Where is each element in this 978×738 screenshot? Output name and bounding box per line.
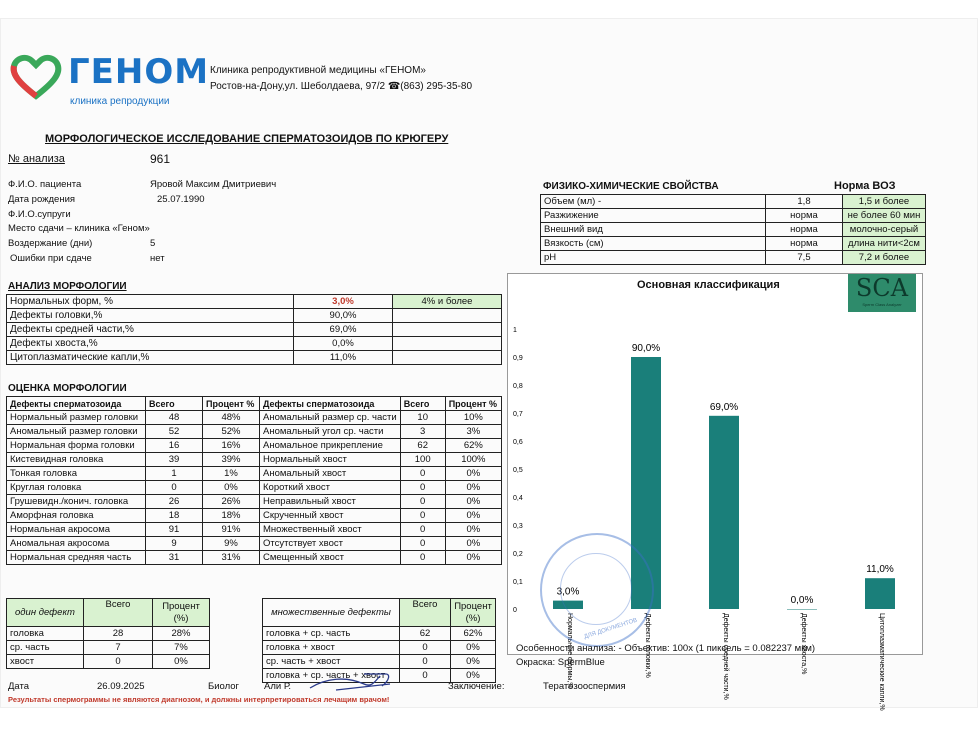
table-row <box>7 551 502 565</box>
cell: 39% <box>203 453 260 467</box>
table-row <box>7 495 502 509</box>
patient-label: Воздержание (дни) <box>8 238 93 249</box>
sca-logo-text: SCA <box>855 274 909 302</box>
patient-label: Ф.И.О.супруги <box>8 209 71 220</box>
cell: 9 <box>146 537 203 551</box>
table-row <box>7 309 502 323</box>
cell: Грушевидн./конич. головка <box>7 495 146 509</box>
cell: 0% <box>445 509 501 523</box>
cell: 69,0% <box>294 323 393 337</box>
chart-title: Основная классификация <box>637 279 780 291</box>
cell: 62 <box>400 627 451 641</box>
logo-text: ГЕНОМ <box>68 52 210 92</box>
date-value: 26.09.2025 <box>97 681 145 692</box>
cell: 1,5 и более <box>843 195 926 209</box>
cell: 90,0% <box>294 309 393 323</box>
column-header: Дефекты сперматозоида <box>260 397 401 411</box>
cell: Дефекты средней части,% <box>7 323 294 337</box>
cell <box>393 351 502 365</box>
table-row <box>541 223 926 237</box>
cell: Скрученный хвост <box>260 509 401 523</box>
data-label: 90,0% <box>631 343 661 354</box>
cell: головка + хвост <box>263 641 400 655</box>
cell: Внешний вид <box>541 223 766 237</box>
cell: не более 60 мин <box>843 209 926 223</box>
cell: 0 <box>146 481 203 495</box>
table-row <box>541 209 926 223</box>
column-header: Дефекты сперматозоида <box>7 397 146 411</box>
cell: 18 <box>146 509 203 523</box>
patient-label: Место сдачи – клиника «Геном» <box>8 223 150 234</box>
cell: Дефекты хвоста,% <box>7 337 294 351</box>
table-row <box>7 655 210 669</box>
cell: 1 <box>146 467 203 481</box>
cell: Аномальный размер головки <box>7 425 146 439</box>
cell: Вязкость (см) <box>541 237 766 251</box>
conclusion-label: Заключение: <box>448 681 505 692</box>
cell: Отсутствует хвост <box>260 537 401 551</box>
cell: норма <box>766 223 843 237</box>
cell: 0% <box>451 669 496 683</box>
table-row <box>7 337 502 351</box>
y-tick-label: 0,4 <box>513 495 523 502</box>
cell: 62% <box>451 627 496 641</box>
analysis-no-value: 961 <box>150 152 171 166</box>
table-row <box>7 425 502 439</box>
morph-eval-body <box>7 411 502 565</box>
table-row <box>7 537 502 551</box>
cell: 0% <box>203 481 260 495</box>
morph-analysis-table <box>6 294 502 365</box>
category-label: Цитоплазматические капли,% <box>878 613 885 711</box>
cell: 10 <box>400 411 445 425</box>
cell: 26% <box>203 495 260 509</box>
table-row <box>263 655 496 669</box>
cell: 48% <box>203 411 260 425</box>
report-title: МОРФОЛОГИЧЕСКОЕ ИССЛЕДОВАНИЕ СПЕРМАТОЗОИДОВ ПО КРЮГЕРУ <box>45 133 449 145</box>
cell: 7,5 <box>766 251 843 265</box>
stain-note: Окраска: SpermBlue <box>516 657 605 668</box>
cell: 4% и более <box>393 295 502 309</box>
cell: 52% <box>203 425 260 439</box>
single-defect-table <box>6 598 210 669</box>
patient-value: 5 <box>150 238 156 249</box>
cell: 91% <box>203 523 260 537</box>
y-tick-label: 0,5 <box>513 467 523 474</box>
bar <box>787 609 817 610</box>
y-tick-label: 0,8 <box>513 383 523 390</box>
data-label: 3,0% <box>556 586 580 598</box>
table-row <box>263 599 496 627</box>
cell <box>393 337 502 351</box>
cell: Нормальная акросома <box>7 523 146 537</box>
cell <box>393 309 502 323</box>
table-row <box>7 599 210 627</box>
y-tick-label: 0 <box>513 607 517 614</box>
cell: норма <box>766 237 843 251</box>
cell: ср. часть + хвост <box>263 655 400 669</box>
cell: 7,2 и более <box>843 251 926 265</box>
y-tick-label: 0,6 <box>513 439 523 446</box>
cell: 28% <box>153 627 210 641</box>
cell: 52 <box>146 425 203 439</box>
table-row <box>7 453 502 467</box>
table-row <box>7 509 502 523</box>
morph-analysis-title: АНАЛИЗ МОРФОЛОГИИ <box>8 281 127 292</box>
cell: 9% <box>203 537 260 551</box>
clinic-address: Ростов-на-Дону,ул. Шеболдаева, 97/2 ☎(863) 295-35-80 <box>210 81 473 92</box>
cell: 0 <box>400 467 445 481</box>
y-tick-label: 0,2 <box>513 551 523 558</box>
physchem-table <box>540 194 926 265</box>
date-label: Дата <box>8 681 30 692</box>
y-tick-label: 1 <box>513 327 517 334</box>
cell: головка <box>7 627 84 641</box>
bar <box>709 416 739 609</box>
cell: Аномальное прикрепление <box>260 439 401 453</box>
cell: 0 <box>400 641 451 655</box>
table-row <box>7 295 502 309</box>
cell: головка + ср. часть + хвост <box>263 669 400 683</box>
analysis-no-label: № анализа <box>8 153 65 165</box>
analysis-note: Особенности анализа: - Объектив: 100х (1 пиксель = 0.082237 мкм) <box>516 643 816 654</box>
table-row <box>7 641 210 655</box>
cell: 0% <box>451 655 496 669</box>
y-tick-label: 0,1 <box>513 579 523 586</box>
table-row <box>7 351 502 365</box>
cell: 91 <box>146 523 203 537</box>
patient-label: Ошибки при сдаче <box>10 253 92 264</box>
column-header: Процент % <box>445 397 501 411</box>
cell: Аномальный угол ср. части <box>260 425 401 439</box>
cell: 0% <box>153 655 210 669</box>
cell: Аномальный хвост <box>260 467 401 481</box>
biologist-label: Биолог <box>208 681 240 692</box>
cell: 39 <box>146 453 203 467</box>
heart-logo-icon <box>10 52 62 100</box>
cell: 31% <box>203 551 260 565</box>
table-row <box>541 251 926 265</box>
cell: Аномальная акросома <box>7 537 146 551</box>
cell: 0 <box>400 523 445 537</box>
cell: Дефекты головки,% <box>7 309 294 323</box>
cell: 28 <box>84 627 153 641</box>
cell: молочно-серый <box>843 223 926 237</box>
cell: 3,0% <box>294 295 393 309</box>
table-row <box>263 627 496 641</box>
physchem-title: ФИЗИКО-ХИМИЧЕСКИЕ СВОЙСТВА <box>543 181 719 192</box>
data-label: 0,0% <box>790 595 814 606</box>
category-label: Дефекты средней части,% <box>722 613 729 700</box>
table-row <box>541 237 926 251</box>
data-label: 11,0% <box>866 564 894 576</box>
cell: 100 <box>400 453 445 467</box>
cell: 0 <box>400 655 451 669</box>
cell: 0 <box>400 551 445 565</box>
column-header: Всего <box>146 397 203 411</box>
cell: 3 <box>400 425 445 439</box>
cell: Нормальный размер головки <box>7 411 146 425</box>
table-row <box>263 641 496 655</box>
cell: 31 <box>146 551 203 565</box>
cell: длина нити<2см <box>843 237 926 251</box>
cell: Разжижение <box>541 209 766 223</box>
cell: Смещенный хвост <box>260 551 401 565</box>
cell: Круглая головка <box>7 481 146 495</box>
physchem-norm-title: Норма ВОЗ <box>834 180 896 192</box>
table-row <box>7 439 502 453</box>
category-label: Нормальные формы,% <box>566 613 573 689</box>
cell: 0 <box>400 537 445 551</box>
column-header: Процент (%) <box>153 599 210 627</box>
cell: Неправильный хвост <box>260 495 401 509</box>
cell: 18% <box>203 509 260 523</box>
table-row <box>7 467 502 481</box>
cell: 1,8 <box>766 195 843 209</box>
cell: 0% <box>445 495 501 509</box>
table-row <box>7 411 502 425</box>
cell: Аномальный размер ср. части <box>260 411 401 425</box>
cell <box>393 323 502 337</box>
cell: pH <box>541 251 766 265</box>
cell: Аморфная головка <box>7 509 146 523</box>
cell: Цитоплазматические капли,% <box>7 351 294 365</box>
signature-icon <box>306 670 396 696</box>
cell: 11,0% <box>294 351 393 365</box>
patient-value: нет <box>150 253 165 264</box>
cell: 26 <box>146 495 203 509</box>
cell: Кистевидная головка <box>7 453 146 467</box>
single-defect-body <box>7 627 210 669</box>
cell: 0 <box>400 509 445 523</box>
cell: Нормальная средняя часть <box>7 551 146 565</box>
patient-value: 25.07.1990 <box>157 194 205 205</box>
cell: 0% <box>445 551 501 565</box>
cell: 0% <box>445 537 501 551</box>
table-row <box>7 523 502 537</box>
column-header: один дефект <box>7 599 84 627</box>
column-header: Процент (%) <box>451 599 496 627</box>
biologist-value: Али Р. <box>264 681 292 692</box>
cell: 1% <box>203 467 260 481</box>
category-label: Дефекты головки,% <box>644 613 651 678</box>
column-header: Всего <box>84 599 153 627</box>
clinic-name: Клиника репродуктивной медицины «ГЕНОМ» <box>210 65 426 76</box>
patient-value: Яровой Максим Дмитриевич <box>150 179 277 190</box>
y-tick-label: 0,7 <box>513 411 523 418</box>
cell: 62% <box>445 439 501 453</box>
table-row <box>541 195 926 209</box>
disclaimer: Результаты спермограммы не являются диагнозом, и должны интерпретироваться лечащим врачом! <box>8 695 390 704</box>
cell: головка + ср. часть <box>263 627 400 641</box>
cell: 0 <box>84 655 153 669</box>
table-row <box>7 481 502 495</box>
cell: Нормальных форм, % <box>7 295 294 309</box>
table-row <box>7 627 210 641</box>
cell: 16 <box>146 439 203 453</box>
report-page <box>0 18 978 711</box>
cell: Объем (мл) - <box>541 195 766 209</box>
clinic-stamp-inner <box>560 553 632 625</box>
cell: 48 <box>146 411 203 425</box>
column-header: Процент % <box>203 397 260 411</box>
cell: Множественный хвост <box>260 523 401 537</box>
cell: 0,0% <box>294 337 393 351</box>
logo-subtitle: клиника репродукции <box>70 96 170 107</box>
cell: ср. часть <box>7 641 84 655</box>
morph-eval-table <box>6 396 502 565</box>
cell: хвост <box>7 655 84 669</box>
cell: Короткий хвост <box>260 481 401 495</box>
column-header: Всего <box>400 397 445 411</box>
cell: Нормальная форма головки <box>7 439 146 453</box>
cell: 0% <box>445 523 501 537</box>
y-tick-label: 0,9 <box>513 355 523 362</box>
cell: Тонкая головка <box>7 467 146 481</box>
column-header: Всего <box>400 599 451 627</box>
cell: 62 <box>400 439 445 453</box>
cell: 0 <box>400 481 445 495</box>
cell: 3% <box>445 425 501 439</box>
data-label: 69,0% <box>709 401 739 413</box>
stamp-text: ДЛЯ ДОКУМЕНТОВ <box>583 617 639 641</box>
category-label: Дефекты хвоста,% <box>800 613 807 675</box>
morph-eval-title: ОЦЕНКА МОРФОЛОГИИ <box>8 383 127 394</box>
cell: 7 <box>84 641 153 655</box>
table-row <box>7 397 502 411</box>
cell: 7% <box>153 641 210 655</box>
bar <box>865 578 895 609</box>
cell: 16% <box>203 439 260 453</box>
patient-label: Ф.И.О. пациента <box>8 179 82 190</box>
cell: 0% <box>445 481 501 495</box>
cell: 0% <box>451 641 496 655</box>
cell: норма <box>766 209 843 223</box>
cell: 0 <box>400 669 451 683</box>
cell: 10% <box>445 411 501 425</box>
cell: 100% <box>445 453 501 467</box>
conclusion-value: Тератозооспермия <box>543 681 626 692</box>
column-header: множественные дефекты <box>263 599 400 627</box>
cell: 0 <box>400 495 445 509</box>
y-tick-label: 0,3 <box>513 523 523 530</box>
cell: Нормальный хвост <box>260 453 401 467</box>
sca-logo-subtitle: Sperm Class Analyzer <box>862 302 902 307</box>
patient-label: Дата рождения <box>8 194 76 205</box>
cell: 0% <box>445 467 501 481</box>
table-row <box>7 323 502 337</box>
